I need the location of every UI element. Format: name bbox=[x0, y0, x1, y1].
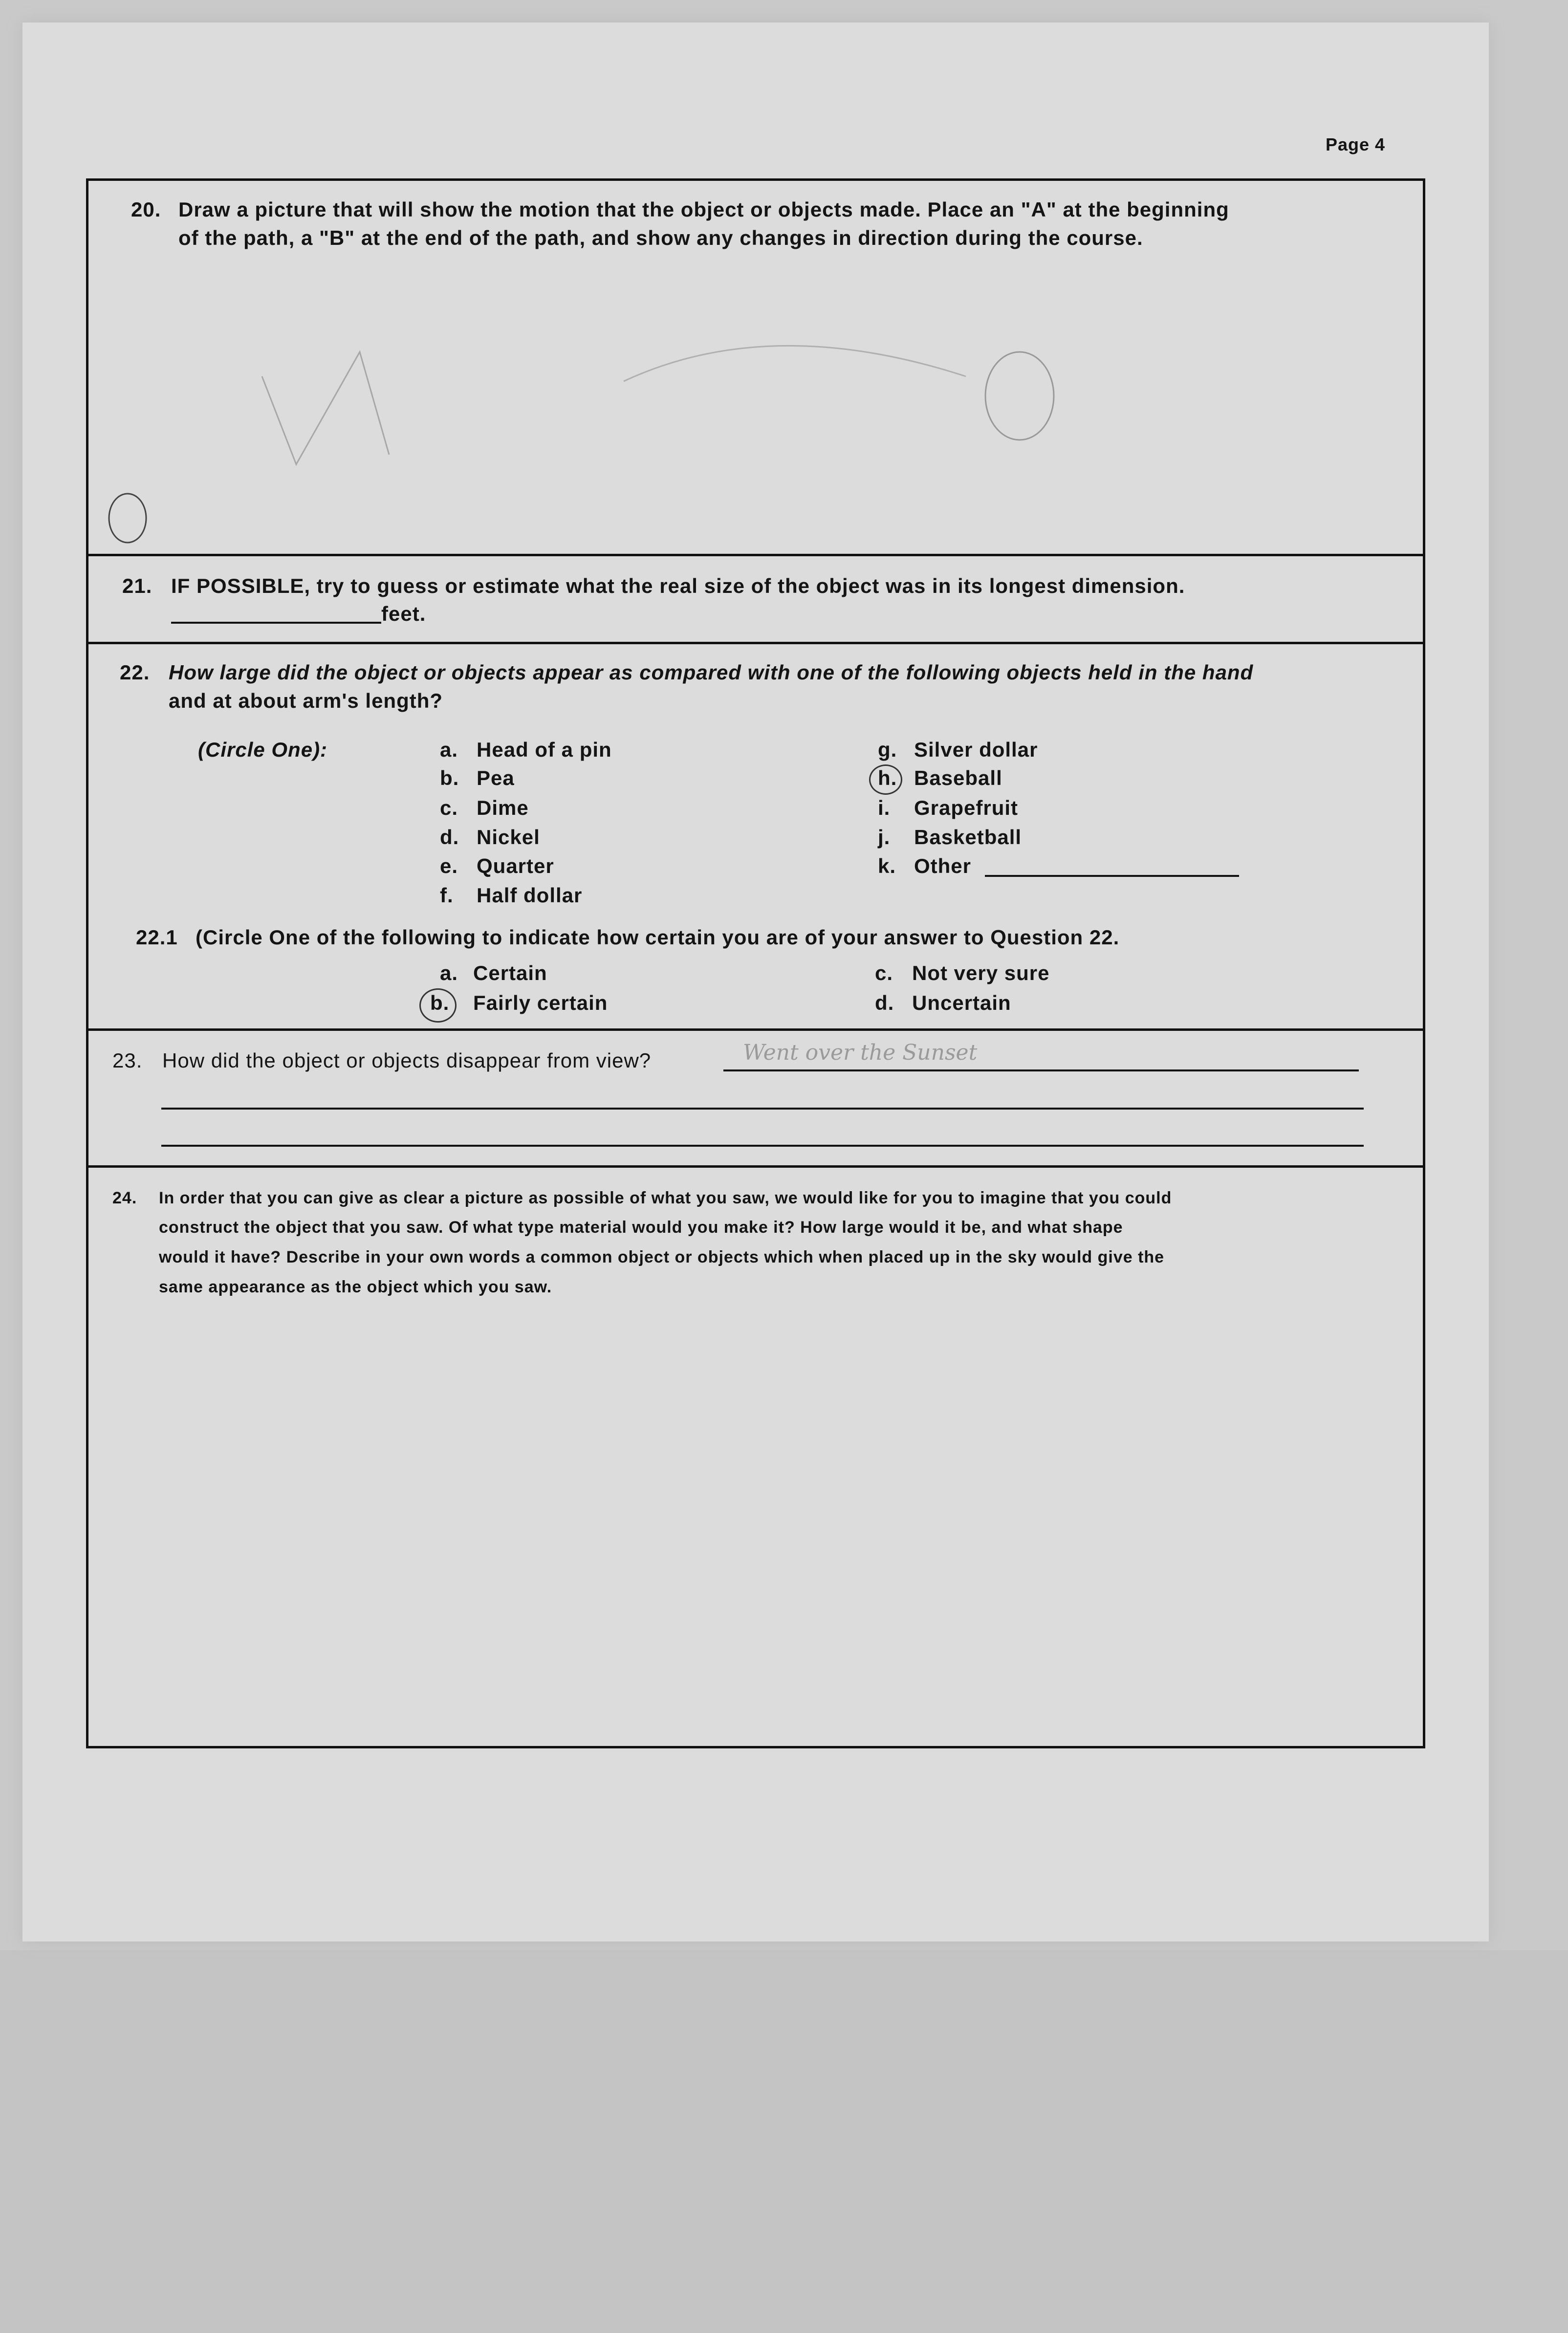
question-number: 23. bbox=[112, 1049, 143, 1072]
option-label[interactable]: Pea bbox=[477, 766, 515, 789]
unit-label: feet. bbox=[381, 602, 426, 625]
option-label[interactable]: Baseball bbox=[914, 766, 1002, 789]
background-surface bbox=[0, 1950, 1568, 2333]
option-label[interactable]: Half dollar bbox=[477, 884, 583, 907]
option-letter[interactable]: d. bbox=[440, 826, 459, 849]
question-text: same appearance as the object which you saw. bbox=[159, 1278, 552, 1296]
instruction: (Circle One): bbox=[198, 738, 328, 761]
question-text: of the path, a "B" at the end of the path, and show any changes in direction during the course. bbox=[178, 226, 1143, 249]
option-letter[interactable]: g. bbox=[878, 738, 897, 761]
question-text: would it have? Describe in your own words a common object or objects which when placed up in the sky would give the bbox=[159, 1248, 1165, 1266]
question-text: In order that you can give as clear a picture as possible of what you saw, we would like for you to imagine that you could bbox=[159, 1189, 1172, 1207]
option-label[interactable]: Silver dollar bbox=[914, 738, 1038, 761]
option-letter-selected[interactable]: b. bbox=[430, 991, 450, 1014]
option-label[interactable]: Basketball bbox=[914, 826, 1022, 849]
option-label[interactable]: Grapefruit bbox=[914, 796, 1019, 819]
option-label[interactable]: Certain bbox=[473, 961, 547, 984]
question-number: 20. bbox=[131, 198, 161, 221]
divider bbox=[86, 1028, 1425, 1031]
answer-line[interactable] bbox=[161, 1108, 1364, 1110]
question-text: IF POSSIBLE, try to guess or estimate what the real size of the object was in its longest dimension. bbox=[171, 574, 1185, 597]
other-answer-field[interactable] bbox=[985, 875, 1239, 877]
answer-line[interactable] bbox=[723, 1069, 1359, 1071]
option-letter[interactable]: k. bbox=[878, 854, 896, 877]
option-label[interactable]: Other bbox=[914, 854, 972, 877]
option-label[interactable]: Nickel bbox=[477, 826, 540, 849]
question-number: 22.1 bbox=[136, 926, 178, 949]
question-text: and at about arm's length? bbox=[169, 689, 443, 712]
question-number: 24. bbox=[112, 1189, 137, 1207]
option-letter[interactable]: c. bbox=[875, 961, 893, 984]
question-text: (Circle One of the following to indicate how certain you are of your answer to Question 22. bbox=[196, 926, 1120, 949]
option-letter[interactable]: f. bbox=[440, 884, 454, 907]
question-text: How large did the object or objects appear as compared with one of the following objects held in the hand bbox=[169, 661, 1254, 684]
option-label[interactable]: Not very sure bbox=[912, 961, 1050, 984]
option-letter[interactable]: a. bbox=[440, 738, 458, 761]
divider bbox=[86, 554, 1425, 556]
option-letter[interactable]: d. bbox=[875, 991, 894, 1014]
question-text: construct the object that you saw. Of what type material would you make it? How large would it be, and what shape bbox=[159, 1218, 1123, 1237]
question-text: Draw a picture that will show the motion that the object or objects made. Place an "A" at the beginning bbox=[178, 198, 1229, 221]
question-text: How did the object or objects disappear from view? bbox=[162, 1049, 652, 1072]
option-letter[interactable]: c. bbox=[440, 796, 458, 819]
size-answer-field[interactable] bbox=[171, 622, 381, 624]
divider bbox=[86, 642, 1425, 644]
answer-line[interactable] bbox=[161, 1145, 1364, 1147]
question-number: 22. bbox=[120, 661, 150, 684]
option-letter[interactable]: e. bbox=[440, 854, 458, 877]
option-letter-selected[interactable]: h. bbox=[878, 766, 897, 789]
option-label[interactable]: Uncertain bbox=[912, 991, 1011, 1014]
option-label[interactable]: Dime bbox=[477, 796, 529, 819]
divider bbox=[86, 1165, 1425, 1168]
option-label[interactable]: Fairly certain bbox=[473, 991, 608, 1014]
option-letter[interactable]: i. bbox=[878, 796, 891, 819]
option-letter[interactable]: j. bbox=[878, 826, 891, 849]
option-label[interactable]: Head of a pin bbox=[477, 738, 612, 761]
page-number: Page 4 bbox=[1326, 134, 1386, 154]
option-letter[interactable]: b. bbox=[440, 766, 459, 789]
motion-sketch bbox=[86, 293, 1425, 547]
handwritten-answer[interactable]: Went over the Sunset bbox=[743, 1040, 978, 1065]
question-number: 21. bbox=[122, 574, 152, 597]
option-label[interactable]: Quarter bbox=[477, 854, 554, 877]
option-letter[interactable]: a. bbox=[440, 961, 458, 984]
